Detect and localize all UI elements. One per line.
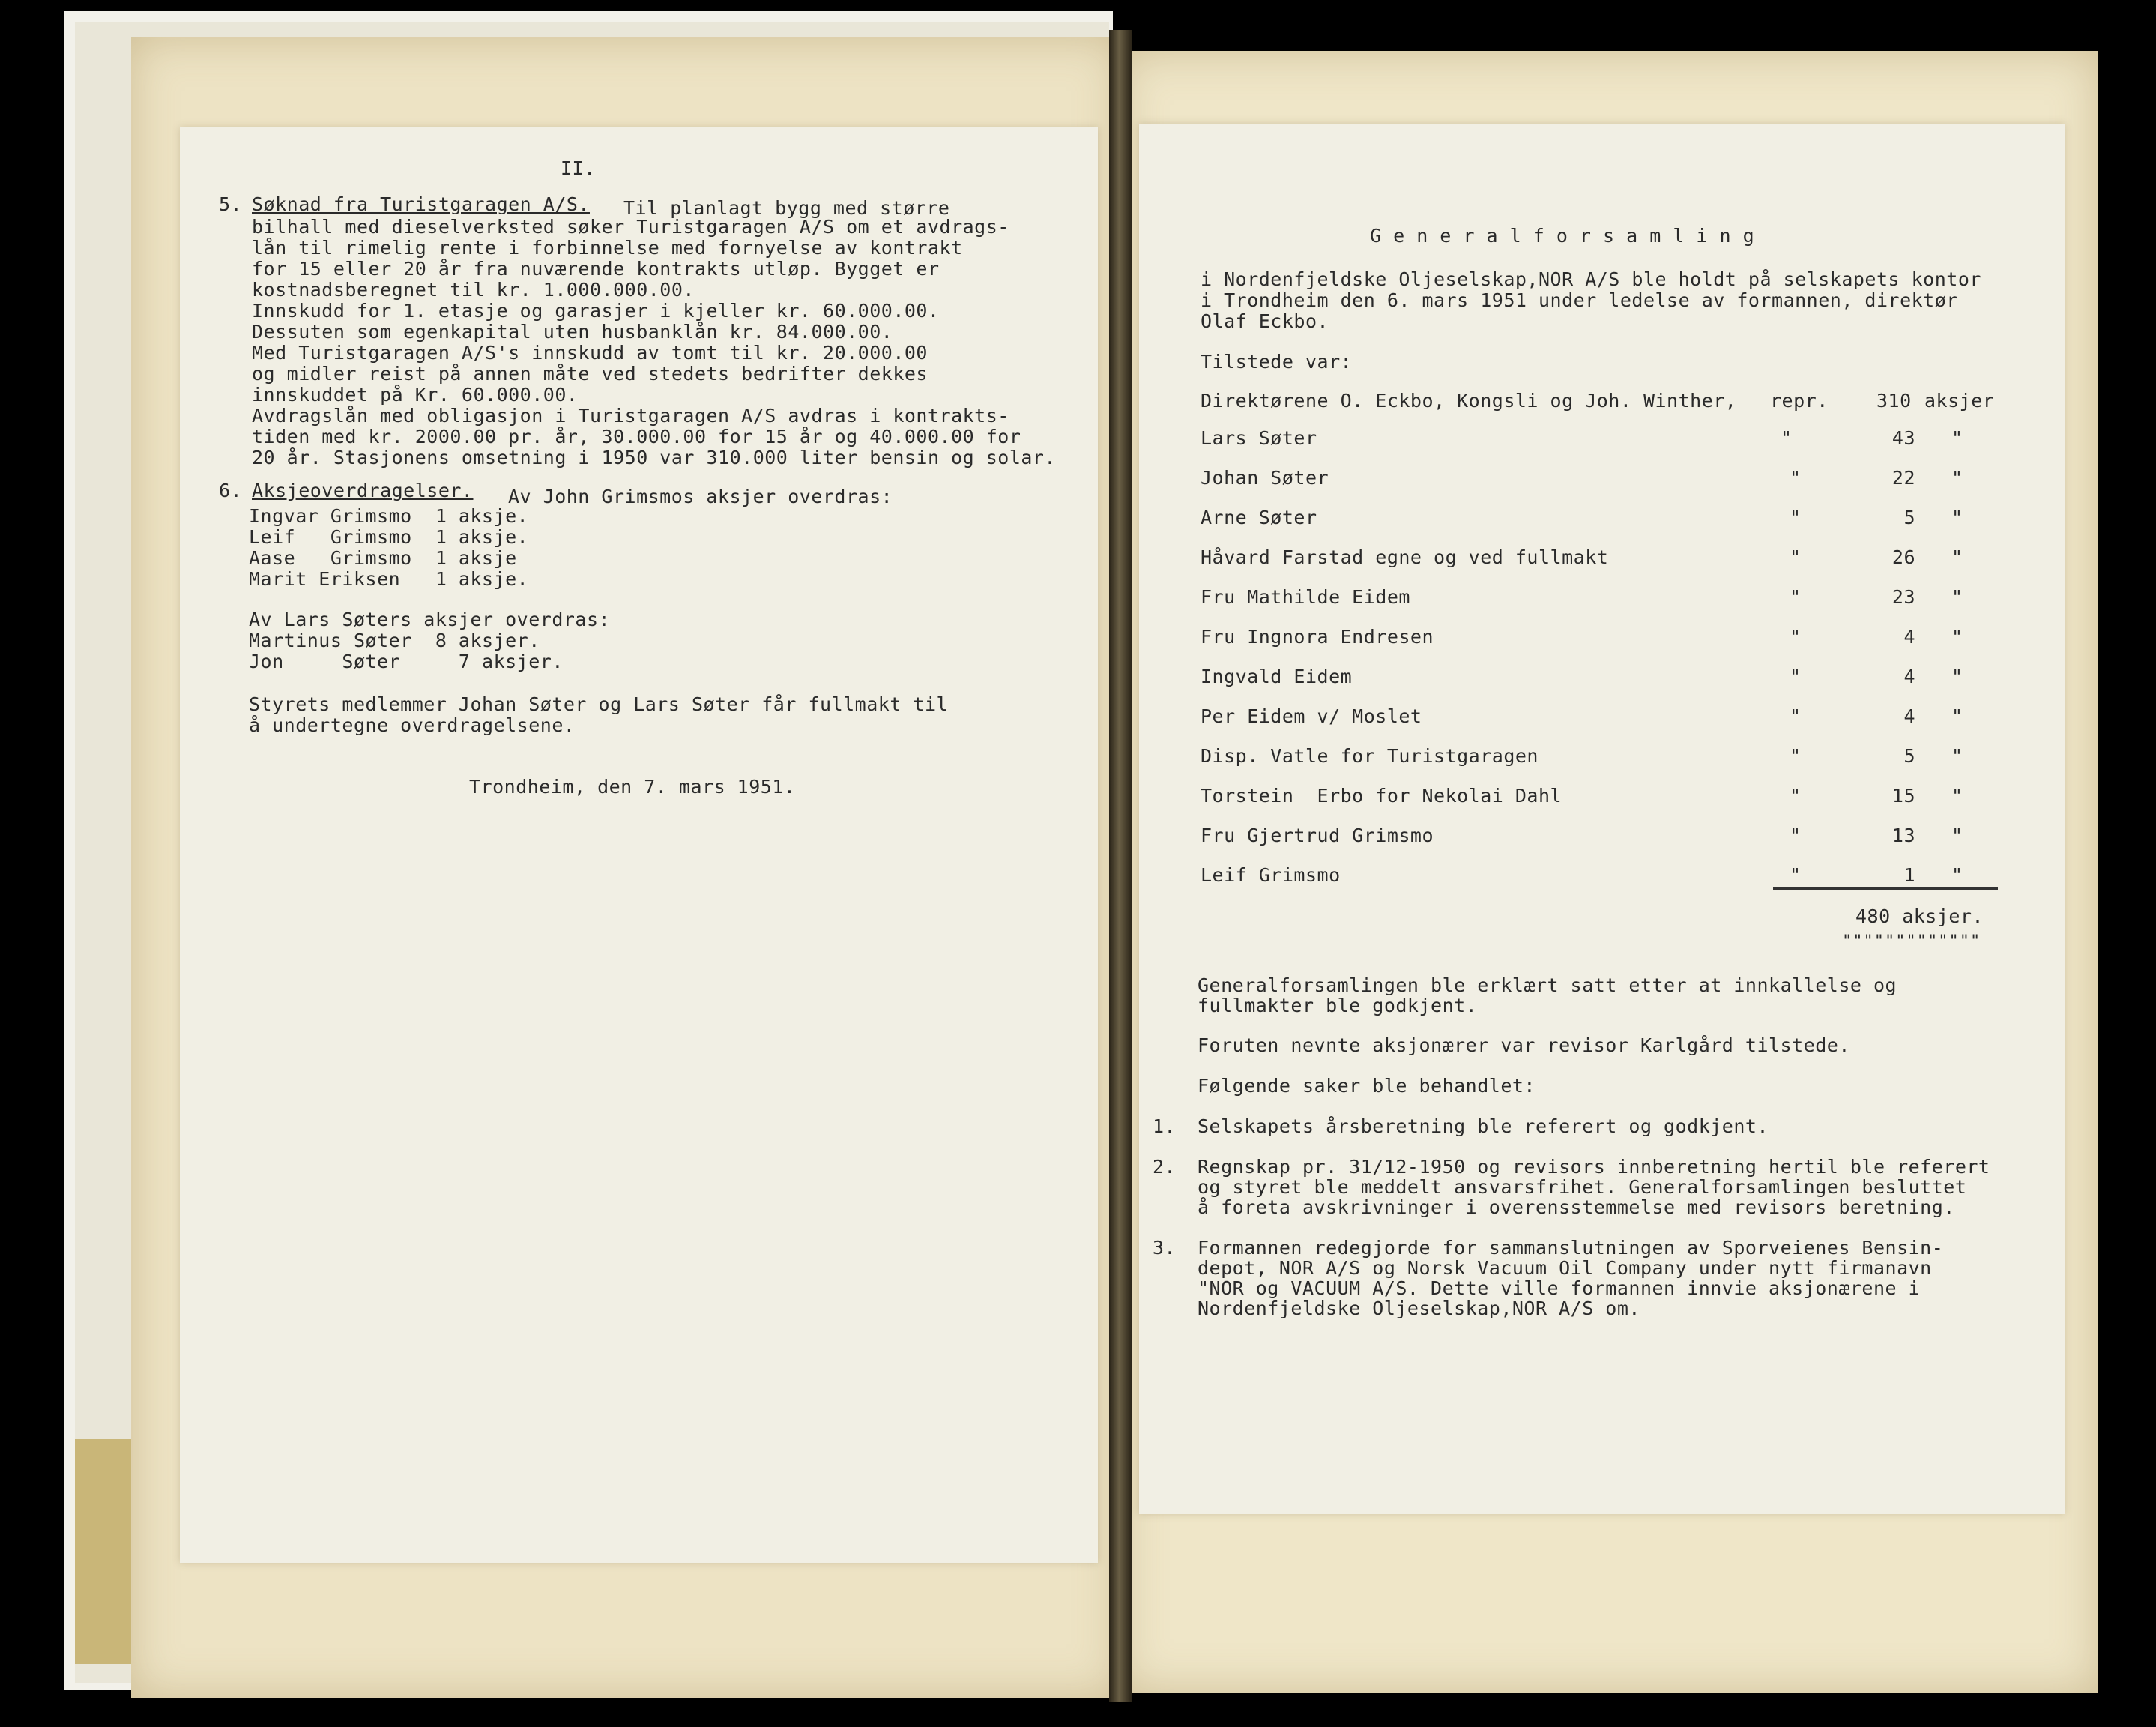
item5-line: Med Turistgaragen A/S's innskudd av tomt til kr. 20.000.00 [252, 342, 928, 364]
attendee-name: Johan Søter [1201, 467, 1329, 489]
attendee-name: Disp. Vatle for Turistgaragen [1201, 745, 1539, 767]
item5-line: lån til rimelig rente i forbinnelse med fornyelse av kontrakt [252, 237, 963, 259]
item5-line: og midler reist på annen måte ved stedets bedrifter dekkes [252, 363, 928, 385]
share-transfer: Aase Grimsmo 1 aksje [249, 547, 517, 569]
attendee-repr-ditto: " [1790, 586, 1802, 608]
attendee-share-count: 5 [1903, 745, 1915, 767]
attendee-unit-ditto: " [1951, 586, 1963, 608]
attendee-header-unit: aksjer [1924, 390, 1995, 412]
attendee-name: Arne Søter [1201, 507, 1317, 528]
intro-line: i Trondheim den 6. mars 1951 under ledelse av formannen, direktør [1201, 289, 1958, 311]
validity-paragraph: fullmakter ble godkjent. [1198, 995, 1478, 1016]
sum-rule [1773, 887, 1998, 890]
item5-line: Innskudd for 1. etasje og garasjer i kjeller kr. 60.000.00. [252, 300, 940, 322]
page-edges [75, 1439, 135, 1664]
attendee-share-count: 15 [1891, 785, 1915, 807]
attendee-share-count: 22 [1891, 467, 1915, 489]
attendee-repr-ditto: " [1790, 785, 1802, 807]
item5-heading: Søknad fra Turistgaragen A/S. [252, 193, 590, 215]
agenda-intro: Følgende saker ble behandlet: [1198, 1075, 1536, 1097]
attendee-name: Torstein Erbo for Nekolai Dahl [1201, 785, 1562, 807]
item5-line: bilhall med dieselverksted søker Turistgaragen A/S om et avdrags- [252, 216, 1009, 238]
authorization-text: å undertegne overdragelsene. [249, 714, 576, 736]
attendee-unit-ditto: " [1951, 666, 1963, 687]
share-transfer: Leif Grimsmo 1 aksje. [249, 526, 529, 548]
attendee-name: Fru Mathilde Eidem [1201, 586, 1410, 608]
share-transfer: Ingvar Grimsmo 1 aksje. [249, 505, 529, 527]
item5-line: Dessuten som egenkapital uten husbanklån kr. 84.000.00. [252, 321, 893, 343]
attendee-unit-ditto: " [1951, 705, 1963, 727]
authorization-text: Styrets medlemmer Johan Søter og Lars Søter får fullmakt til [249, 693, 949, 715]
auditor-paragraph: Foruten nevnte aksjonærer var revisor Karlgård tilstede. [1198, 1034, 1850, 1056]
attendee-name: Fru Ingnora Endresen [1201, 626, 1434, 648]
attendee-name: Lars Søter [1201, 427, 1317, 449]
total-ditto-marks: """"""""""""" [1842, 932, 1981, 951]
item5-line: for 15 eller 20 år fra nuværende kontrakts utløp. Bygget er [252, 258, 940, 280]
item6-heading-rest: Av John Grimsmos aksjer overdras: [508, 486, 893, 507]
attendee-repr-ditto: " [1781, 427, 1793, 449]
item5-line: tiden med kr. 2000.00 pr. år, 30.000.00 for 15 år og 40.000.00 for [252, 426, 1021, 447]
attendee-repr-ditto: " [1790, 546, 1802, 568]
share-transfer: Martinus Søter 8 aksjer. [249, 630, 540, 651]
attendee-share-count: 4 [1903, 626, 1915, 648]
attendee-unit-ditto: " [1951, 507, 1963, 528]
present-label: Tilstede var: [1201, 351, 1353, 373]
agenda-case-text: Formannen redegjorde for sammanslutningen av Sporveienes Bensin- [1198, 1237, 1944, 1259]
agenda-case-text: depot, NOR A/S og Norsk Vacuum Oil Company under nytt firmanavn [1198, 1257, 1932, 1279]
agenda-case-text: Nordenfjeldske Oljeselskap,NOR A/S om. [1198, 1297, 1640, 1319]
attendee-unit-ditto: " [1951, 467, 1963, 489]
item5-line: innskuddet på Kr. 60.000.00. [252, 384, 579, 406]
place-date-line: Trondheim, den 7. mars 1951. [469, 776, 796, 798]
meeting-title: G e n e r a l f o r s a m l i n g [1370, 225, 1755, 247]
item5-heading-rest: Til planlagt bygg med større [623, 197, 950, 219]
item5-line: kostnadsberegnet til kr. 1.000.000.00. [252, 279, 695, 301]
intro-line: i Nordenfjeldske Oljeselskap,NOR A/S ble holdt på selskapets kontor [1201, 268, 1981, 290]
agenda-case-text: å foreta avskrivninger i overensstemmelse med revisors beretning. [1198, 1196, 1955, 1218]
attendee-header-repr: repr. [1770, 390, 1829, 412]
attendee-share-count: 13 [1891, 825, 1915, 846]
attendee-repr-ditto: " [1790, 467, 1802, 489]
intro-line: Olaf Eckbo. [1201, 310, 1329, 332]
item5-line: Avdragslån med obligasjon i Turistgaragen A/S avdras i kontrakts- [252, 405, 1009, 427]
attendee-repr-ditto: " [1790, 626, 1802, 648]
attendee-unit-ditto: " [1951, 546, 1963, 568]
agenda-case-number: 2. [1153, 1156, 1177, 1178]
item5-line: 20 år. Stasjonens omsetning i 1950 var 310.000 liter bensin og solar. [252, 447, 1057, 468]
share-transfer: Marit Eriksen 1 aksje. [249, 568, 529, 590]
item5-number: 5. [219, 193, 243, 215]
attendee-unit-ditto: " [1951, 825, 1963, 846]
total-shares: 480 aksjer. [1855, 905, 1984, 927]
attendee-name: Leif Grimsmo [1201, 864, 1341, 886]
share-transfer: Jon Søter 7 aksjer. [249, 651, 564, 672]
left-page-number: II. [561, 157, 596, 179]
agenda-case-text: "NOR og VACUUM A/S. Dette ville formannen innvie aksjonærene i [1198, 1277, 1921, 1299]
agenda-case-text: og styret ble meddelt ansvarsfrihet. Generalforsamlingen besluttet [1198, 1176, 1967, 1198]
attendee-share-count: 23 [1891, 586, 1915, 608]
attendee-repr-ditto: " [1790, 507, 1802, 528]
agenda-case-number: 3. [1153, 1237, 1177, 1259]
item6-heading: Aksjeoverdragelser. [252, 480, 474, 501]
attendee-share-count: 43 [1891, 427, 1915, 449]
attendee-share-count: 5 [1903, 507, 1915, 528]
attendee-share-count: 1 [1903, 864, 1915, 886]
attendee-name: Håvard Farstad egne og ved fullmakt [1201, 546, 1609, 568]
attendee-share-count: 4 [1903, 666, 1915, 687]
attendee-share-count: 26 [1891, 546, 1915, 568]
agenda-case-text: Regnskap pr. 31/12-1950 og revisors innberetning hertil ble referert [1198, 1156, 1990, 1178]
attendee-unit-ditto: " [1951, 864, 1963, 886]
agenda-case-number: 1. [1153, 1115, 1177, 1137]
attendee-unit-ditto: " [1951, 785, 1963, 807]
attendee-repr-ditto: " [1790, 825, 1802, 846]
attendee-unit-ditto: " [1951, 427, 1963, 449]
validity-paragraph: Generalforsamlingen ble erklært satt etter at innkallelse og [1198, 974, 1897, 996]
attendee-header-count: 310 [1876, 390, 1912, 412]
attendee-name: Fru Gjertrud Grimsmo [1201, 825, 1434, 846]
attendee-name: Ingvald Eidem [1201, 666, 1353, 687]
attendee-name: Per Eidem v/ Moslet [1201, 705, 1422, 727]
attendee-share-count: 4 [1903, 705, 1915, 727]
attendee-repr-ditto: " [1790, 745, 1802, 767]
attendee-unit-ditto: " [1951, 626, 1963, 648]
attendee-repr-ditto: " [1790, 666, 1802, 687]
book-spine [1109, 30, 1132, 1702]
item6-sub-heading: Av Lars Søters aksjer overdras: [249, 609, 611, 630]
attendee-header-name: Direktørene O. Eckbo, Kongsli og Joh. Winther, [1201, 390, 1737, 412]
item6-number: 6. [219, 480, 243, 501]
attendee-repr-ditto: " [1790, 705, 1802, 727]
agenda-case-text: Selskapets årsberetning ble referert og godkjent. [1198, 1115, 1769, 1137]
attendee-repr-ditto: " [1790, 864, 1802, 886]
attendee-unit-ditto: " [1951, 745, 1963, 767]
